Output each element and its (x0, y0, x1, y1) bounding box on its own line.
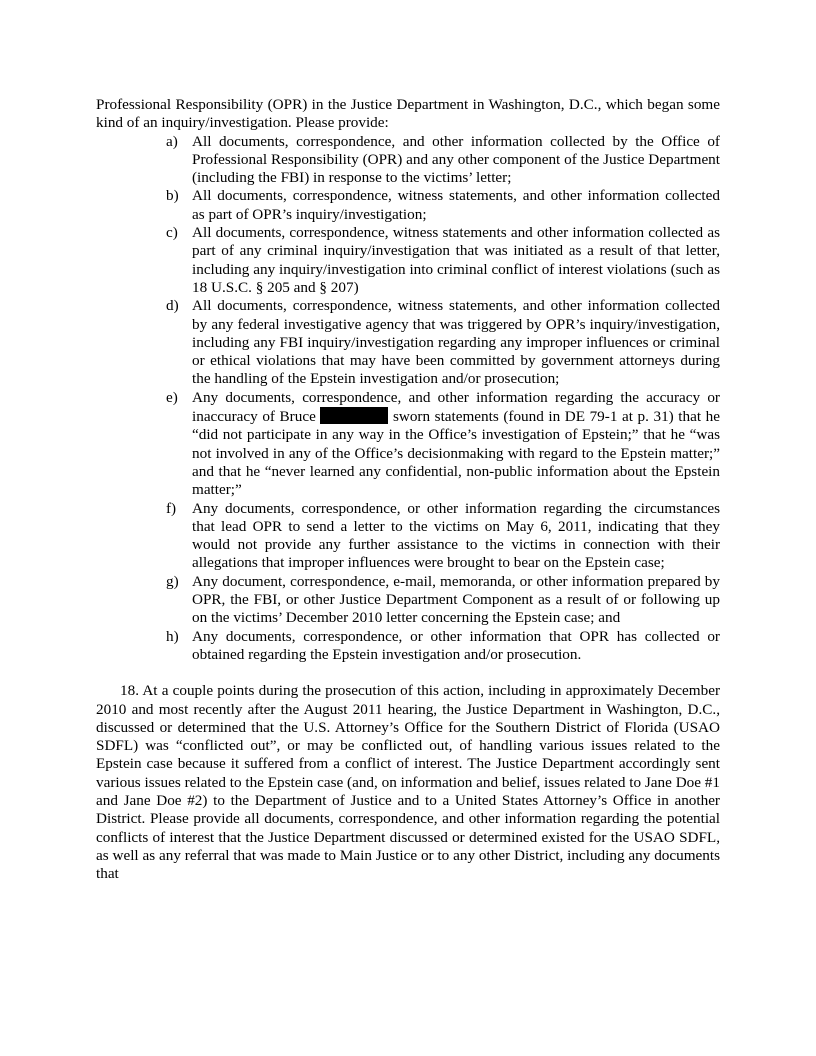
list-item (166, 187, 720, 224)
item-text: All documents, correspondence, witness statements and other information collected as part of any criminal inquiry/investigation that was initiated as a result of that letter, including any inquiry/investigation into criminal conflict of interest violations (such as 18 U.S.C. § 205 and § 207) (192, 224, 720, 296)
item-text: Any documents, correspondence, or other information that OPR has collected or obtained regarding the Epstein investigation and/or prosecution. (192, 627, 720, 663)
item-text: Any documents, correspondence, or other information regarding the circumstances that lead OPR to send a letter to the victims on May 6, 2011, indicating that they would not provide any further assistance to the victims in connection with their allegations that improper influences were brought to bear on the Epstein case; (192, 499, 720, 572)
item-label: c) (166, 224, 178, 242)
item-text: Any document, correspondence, e-mail, memoranda, or other information prepared by OPR, the FBI, or other Justice Department Component as a result of or following up on the victims’ December 2010 letter concerning the Epstein case; and (192, 572, 720, 627)
intro-paragraph: Professional Responsibility (OPR) in the Justice Department in Washington, D.C., which began some kind of an inquiry/investigation. Please provide: (96, 96, 720, 132)
list-item (166, 627, 720, 665)
item-label: f) (166, 499, 177, 517)
redaction-block (320, 407, 388, 424)
item-text: All documents, correspondence, and other information collected by the Office of Professional Responsibility (OPR) and any other component of the Justice Department (including the FBI) in response to the victims’ letter; (192, 132, 720, 187)
item-label: h) (166, 627, 179, 645)
list-item (166, 499, 720, 573)
item-text-before: Any documents, correspondence, and other information regarding the accuracy or inaccuracy of Bruce (192, 388, 720, 426)
list-item (166, 572, 720, 628)
item-text: All documents, correspondence, witness statements, and other information collected by any federal investigative agency that was triggered by OPR’s inquiry/investigation, including any FBI inquiry/investigation regarding any improper influences or criminal or ethical violations that may have been committed by government attorneys during the handling of the Epstein investigation and/or prosecution; (192, 297, 720, 388)
list-item (166, 224, 720, 297)
document-page (96, 96, 720, 883)
list-item (166, 132, 720, 188)
list-item (166, 388, 720, 500)
item-label: g) (166, 572, 179, 590)
item-label: b) (166, 187, 179, 205)
list-item (166, 297, 720, 388)
item-label: e) (166, 388, 178, 406)
item-label: d) (166, 297, 179, 315)
paragraph-18 (96, 682, 720, 883)
item-text-after: sworn statements (found in DE 79-1 at p. 31) that he “did not participate in any way in the Office’s investigation of Epstein;” that he “was not involved in any of the Office’s decisionmaking with regard to the Epstein matter;” and that he “never learned any confidential, non-public information about the Epstein matter;” (192, 408, 720, 499)
paragraph-text: At a couple points during the prosecution of this action, including in approximately December 2010 and most recently after the August 2011 hearing, the Justice Department in Washington, D.C., discussed or determined that the U.S. Attorney’s Office for the Southern District of Florida (USAO SDFL) was “conflicted out”, or may be conflicted out, of handling various issues related to the Epstein case because it suffered from a conflict of interest. The Justice Department accordingly sent various issues related to the Epstein case (and, on information and belief, issues related to Jane Doe #1 and Jane Doe #2) to the Department of Justice and to a United States Attorney’s Office in another District. Please provide all documents, correspondence, and other information regarding the potential conflicts of interest that the Justice Department discussed or determined existed for the USAO SDFL, as well as any referral that was made to Main Justice or to any other District, including any documents that (96, 682, 720, 883)
item-label: a) (166, 132, 178, 150)
item-text: All documents, correspondence, witness statements, and other information collected as part of OPR’s inquiry/investigation; (192, 187, 720, 223)
paragraph-number: 18. (120, 682, 139, 700)
request-list (96, 133, 720, 665)
